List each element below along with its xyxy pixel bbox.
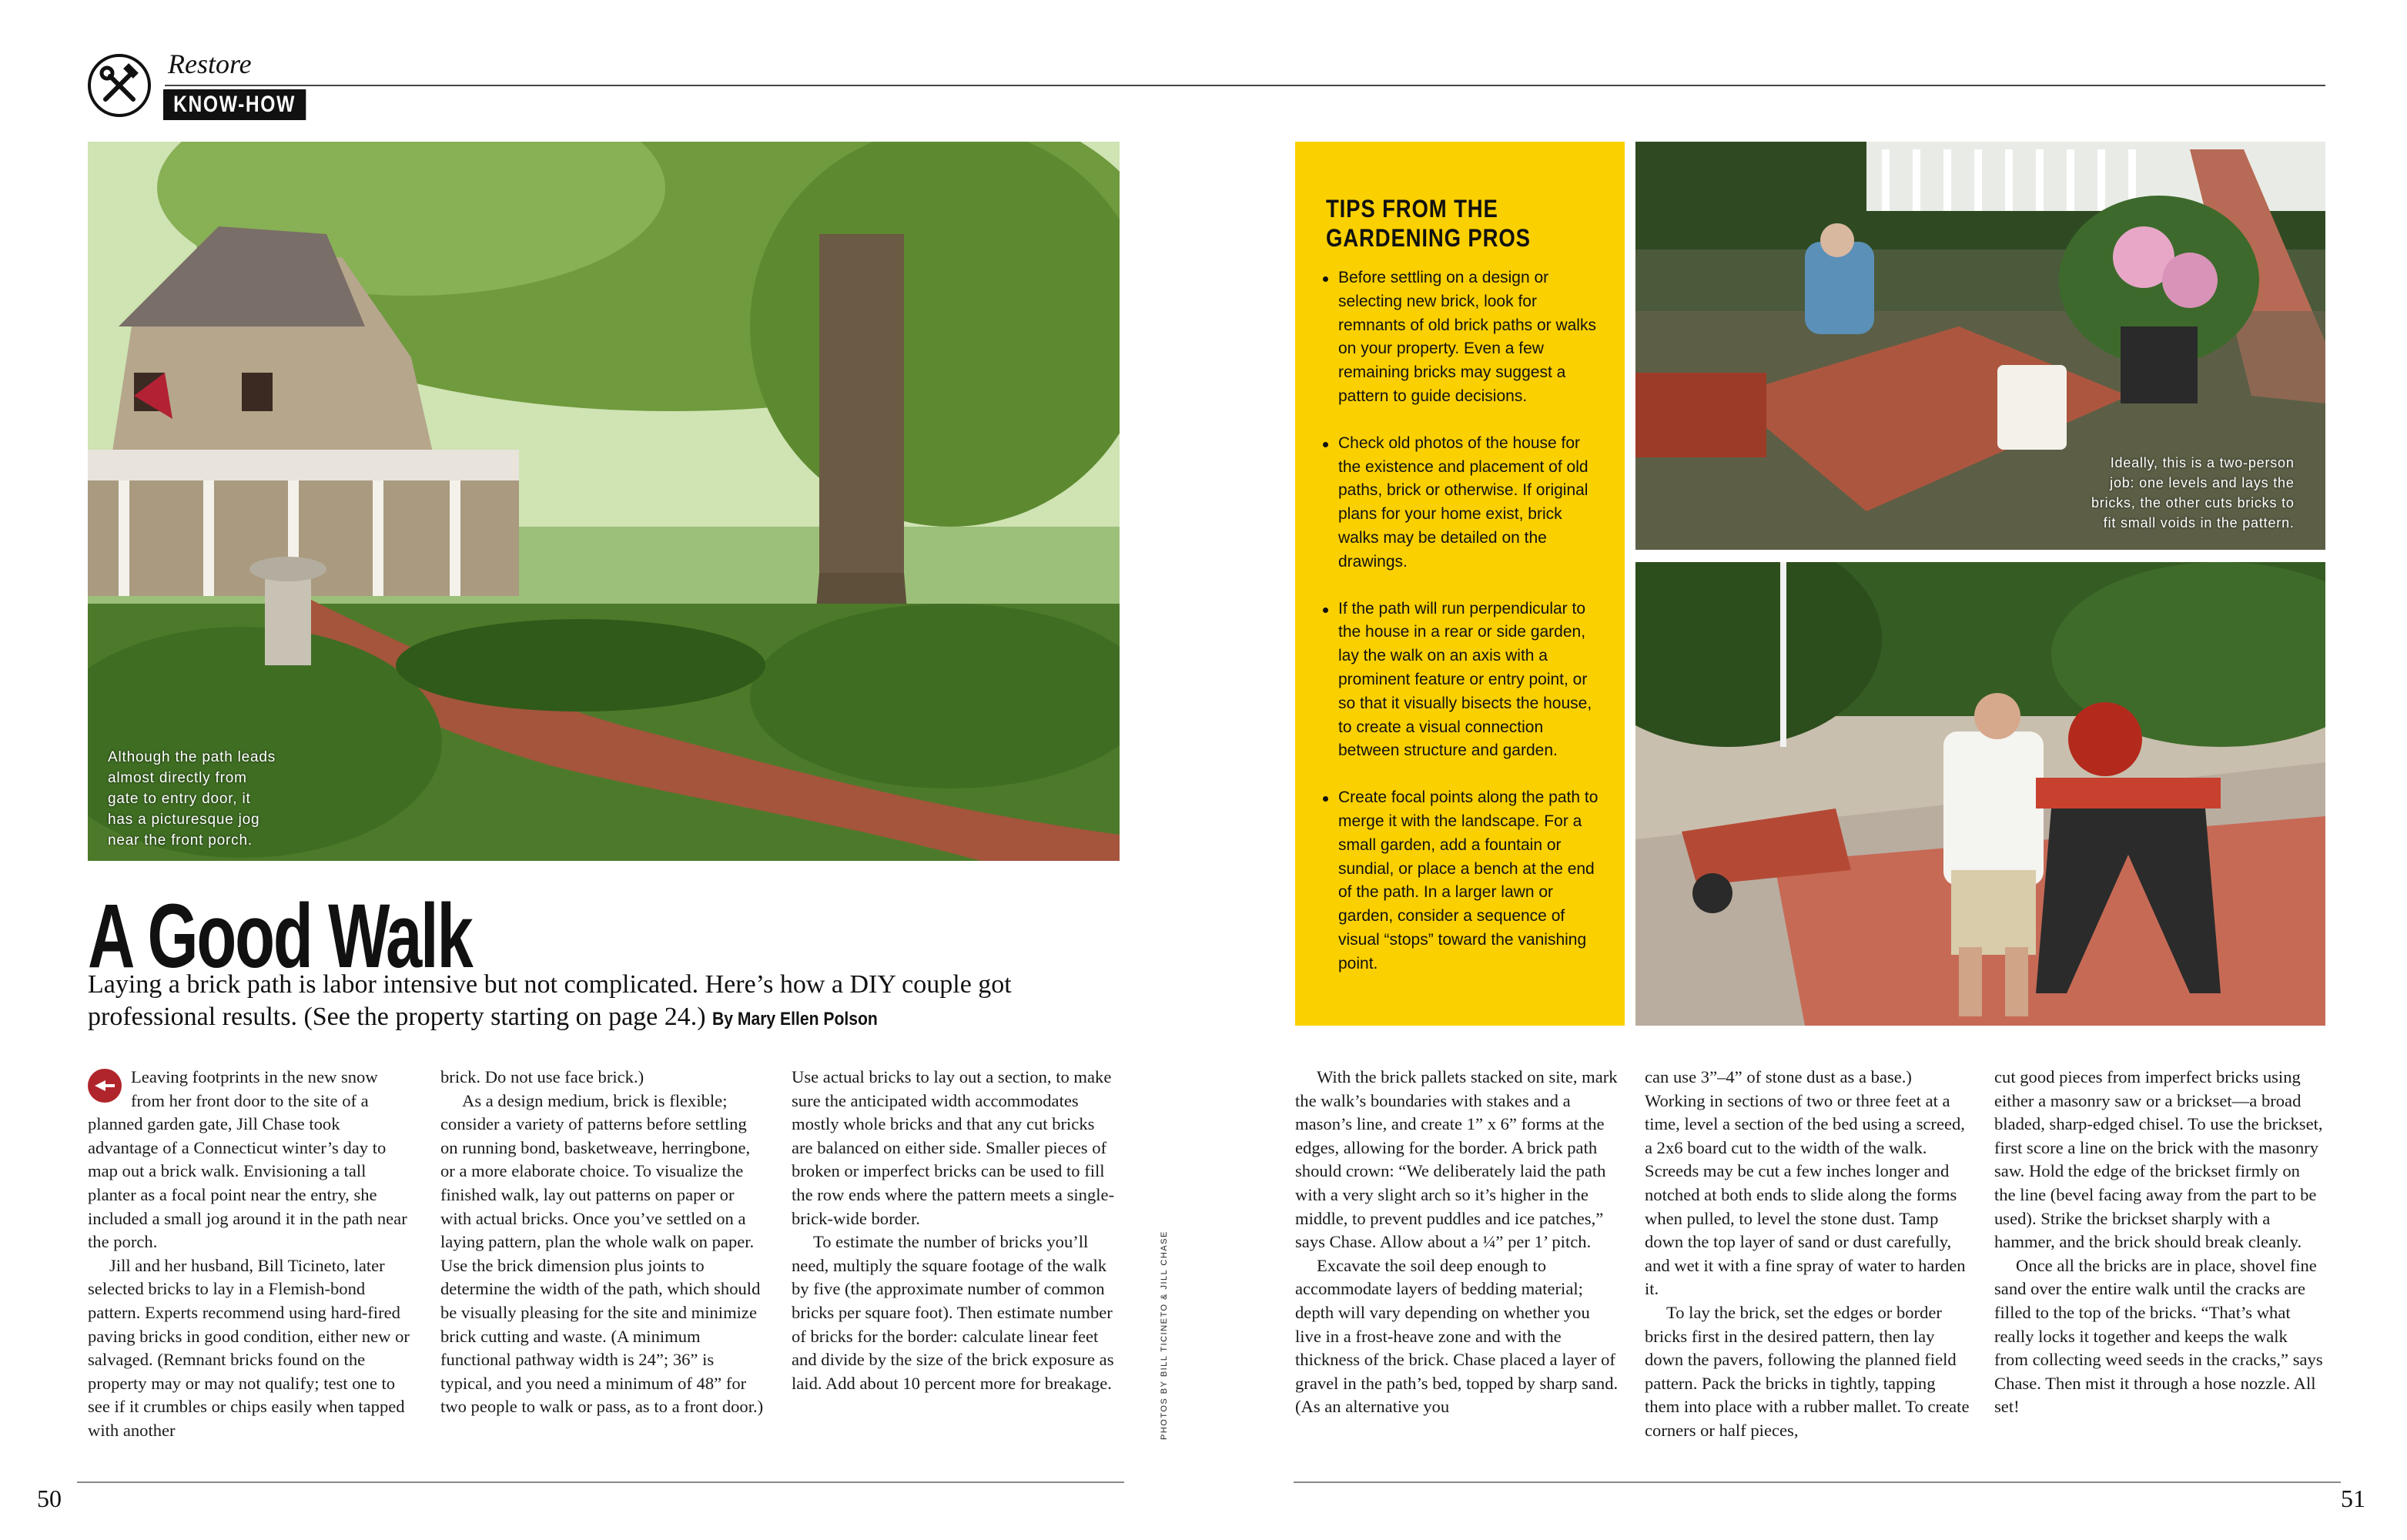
body-paragraph: Leaving footprints in the new snow from her front door to the site of a planned garden gate, Jill Chase took advantage of a Connecticut winter’s day to map out a brick walk. Envisioning a tall planter as a focal point near the entry, she included a small jog around it in the path near the porch. [88, 1067, 407, 1252]
bullet-icon [1323, 276, 1328, 282]
laying-bricks-photo [1635, 142, 2325, 550]
body-paragraph: Jill and her husband, Bill Ticineto, later selected bricks to lay in a Flemish-bond pattern. Experts recommend using hard-fired paving bricks in good condition, either new or salvaged. (Remnant bricks found on the property may or may not qualify; test one to see if it crumbles or chips easily when tapped with another [88, 1255, 410, 1440]
bullet-icon [1323, 442, 1328, 447]
deck-text: Laying a brick path is labor intensive but not complicated. Here’s how a DIY couple got professional results. (See the property starting on page 24.) [88, 970, 1012, 1031]
bullet-icon [1323, 796, 1328, 802]
caption-line: Ideally, this is a two-person [2110, 455, 2295, 470]
tip-item: If the path will run perpendicular to the house in a rear or side garden, lay the walk on an axis with a prominent feature or entry point, or so that it visually bisects the house, to create a visual connection between structure and garden. [1321, 598, 1606, 764]
department-label: KNOW-HOW [163, 89, 306, 120]
hammer-wrench-logo-icon [88, 54, 151, 117]
caption-line: bricks, the other cuts bricks to [2091, 495, 2295, 511]
caption-line: Although the path leads [108, 749, 276, 765]
tips-title-line: GARDENING PROS [1326, 224, 1531, 252]
caption-line: fit small voids in the pattern. [2103, 515, 2295, 531]
body-paragraph: can use 3”–4” of stone dust as a base.) Working in sections of two or three feet at a time, level a section of the bed using a screed, a 2x6 board cut to the width of the walk. Screeds may be cut a few inches longer and notched at both ends to slide along the forms when pulled, to level the stone dust. Tamp down the top layer of sand or dust carefully, and wet it with a fine spray of water to harden it. [1645, 1067, 1966, 1299]
body-paragraph: As a design medium, brick is flexible; consider a variety of patterns before settling on running bond, basketweave, herringbone, or a more elaborate choice. To visualize the finished walk, lay out patterns on paper or with actual bricks. Once you’ve settled on a laying pattern, plan the whole walk on paper. Use the brick dimension plus joints to determine the width of the path, which should be visually pleasing for the site and minimize brick cutting and waste. (A minimum functional pathway width is 24”; 36” is typical, and you need a minimum of 48” for two people to walk or pass, as to a front door.) [440, 1090, 764, 1417]
caption-line: almost directly from [108, 770, 247, 786]
body-column-4 [1295, 1066, 1619, 1419]
page-number-right: 51 [2341, 1485, 2365, 1512]
footer-rule-right [1294, 1481, 2341, 1483]
body-paragraph: Use actual bricks to lay out a section, to make sure the anticipated width accommodates mostly whole bricks and that any cut bricks are balanced on either side. Smaller pieces of broken or imperfect bricks can be used to fill the row ends where the pattern meets a single-brick-wide border. [792, 1067, 1115, 1228]
page-number-left: 50 [37, 1485, 62, 1512]
arrow-icon [88, 1069, 122, 1103]
body-paragraph: Excavate the soil deep enough to accommodate layers of bedding material; depth will vary depending on whether you live in a frost-heave zone and with the thickness of the brick. Chase placed a layer of gravel in the path’s bed, topped by sharp sand. (As an alternative you [1295, 1255, 1619, 1417]
tip-item: Create focal points along the path to merge it with the landscape. For a small garden, add a fountain or sundial, or place a bench at the end of the path. In a larger lawn or garden, consider a sequence of visual “stops” toward the vanishing point. [1321, 786, 1606, 976]
article-title: A Good Walk [88, 886, 472, 987]
tip-item: Check old photos of the house for the existence and placement of old paths, brick or otherwise. If original plans for your home exist, brick walks may be detailed on the drawings. [1321, 432, 1606, 574]
body-paragraph: brick. Do not use face brick.) [440, 1067, 644, 1086]
body-column-1 [88, 1066, 411, 1443]
tips-list [1321, 266, 1606, 999]
tips-title-line: TIPS FROM THE [1326, 195, 1498, 223]
footer-rule-left [77, 1481, 1124, 1483]
body-paragraph: To estimate the number of bricks you’ll need, multiply the square footage of the walk by five (the approximate number of common bricks per square foot). Then estimate number of bricks for the border: calculate linear feet and divide by the size of the brick exposure as laid. Add about 10 percent more for breakage. [792, 1232, 1114, 1393]
body-column-3 [792, 1066, 1120, 1395]
body-column-5 [1645, 1066, 1971, 1443]
header-rule [165, 85, 2325, 86]
body-column-6 [1994, 1066, 2325, 1419]
body-column-2 [440, 1066, 764, 1419]
body-paragraph: With the brick pallets stacked on site, mark the walk’s boundaries with stakes and a mason’s line, and create 1” x 6” forms at the edges, allowing for the border. A brick path should crown: “We deliberately laid the path with a very slight arch so it’s higher in the middle, to prevent puddles and ice patches,” says Chase. Allow about a ¼” per 1’ pitch. [1295, 1067, 1618, 1252]
caption-line: near the front porch. [108, 832, 253, 849]
caption-line: has a picturesque jog [108, 812, 260, 828]
main-garden-photo [88, 142, 1120, 861]
body-paragraph: Once all the bricks are in place, shovel fine sand over the entire walk until the cracks are filled to the top of the bricks. “That’s what really locks it together and keeps the walk from collecting weed seeds in the cracks,” says Chase. Then mist it through a hose nozzle. All set! [1994, 1255, 2323, 1417]
body-paragraph: To lay the brick, set the edges or border bricks first in the desired pattern, then lay down the pavers, following the planned field pattern. Pack the bricks in tightly, tapping them into place with a rubber mallet. To create corners or half pieces, [1645, 1302, 1970, 1440]
section-name: Restore [168, 49, 252, 79]
caption-line: gate to entry door, it [108, 791, 251, 807]
cutting-bricks-photo [1635, 562, 2325, 1026]
laying-photo-caption [2091, 453, 2295, 533]
main-photo-caption [108, 747, 276, 851]
tip-item: Before settling on a design or selecting new brick, look for remnants of old brick paths or walks on your property. Even a few remaining bricks may suggest a pattern to guide decisions. [1321, 266, 1606, 409]
photo-credit: PHOTOS BY BILL TICINETO & JILL CHASE [1160, 1230, 1169, 1440]
article-deck [88, 969, 1089, 1036]
tips-title [1326, 194, 1531, 253]
body-paragraph: cut good pieces from imperfect bricks using either a masonry saw or a brickset—a broad bladed, sharp-edged chisel. To use the brickset, first score a line on the brick with the masonry saw. Hold the edge of the brickset firmly on the line (bevel facing away from the part to be used). Strike the brickset sharply with a hammer, and the brick should break cleanly. [1994, 1067, 2323, 1252]
caption-line: job: one levels and lays the [2110, 475, 2295, 490]
byline: By Mary Ellen Polson [712, 1009, 878, 1029]
bullet-icon [1323, 608, 1328, 613]
